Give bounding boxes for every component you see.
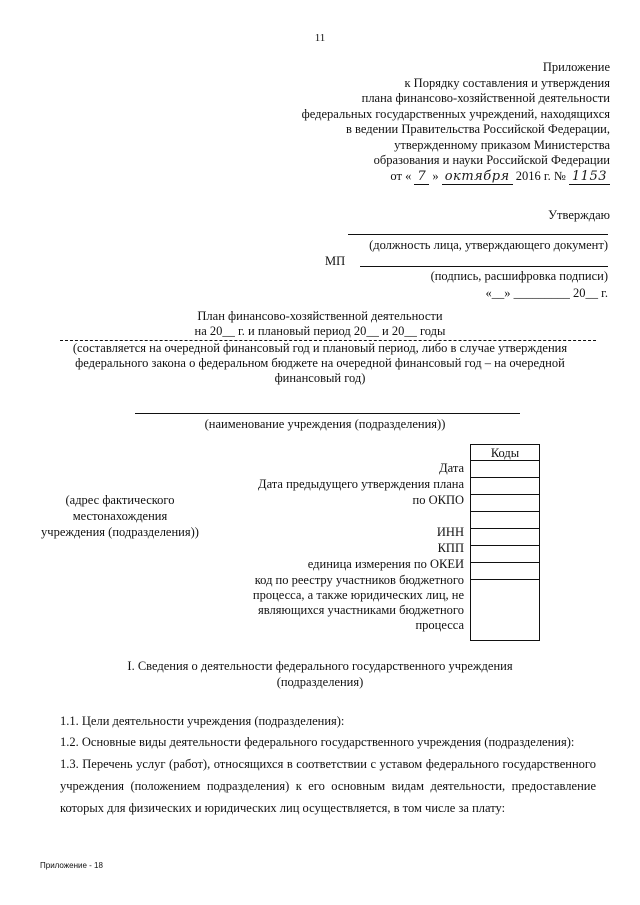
- appendix-date-line: [250, 169, 610, 186]
- date-year: 2016 г. №: [515, 168, 566, 183]
- appendix-header: [250, 60, 610, 185]
- row-label-kpp: КПП: [437, 541, 464, 555]
- code-cell: [471, 478, 540, 495]
- date-mid: »: [432, 168, 439, 183]
- signature-caption: (подпись, расшифровка подписи): [430, 269, 608, 283]
- position-line: [348, 234, 608, 235]
- appendix-line: утвержденному приказом Министерства: [394, 137, 610, 152]
- paragraph-1-2: 1.2. Основные виды деятельности федерального государственного учреждения (подразделения):: [60, 735, 575, 749]
- code-cell: [471, 529, 540, 546]
- row-label-inn: ИНН: [436, 525, 464, 539]
- position-caption: (должность лица, утверждающего документ): [369, 238, 608, 252]
- approval-heading: Утверждаю: [548, 208, 610, 222]
- codes-header: Коды: [471, 445, 540, 461]
- institution-line: [135, 413, 520, 414]
- code-cell: [471, 512, 540, 529]
- appendix-line: федеральных государственных учреждений, находящихся: [301, 106, 610, 121]
- code-cell: [471, 461, 540, 478]
- approval-date-line: «__» _________ 20__ г.: [485, 286, 608, 300]
- paragraph-1-3: 1.3. Перечень услуг (работ), относящихся в соответствии с уставом федерального государственного учреждения (положением подразделения) к его основным видам деятельности, предоставление которых для физических и юридических лиц осуществляется, в том числе за плату:: [60, 757, 596, 815]
- row-label-prev-approval: Дата предыдущего утверждения плана: [258, 477, 464, 491]
- plan-title: [150, 309, 490, 339]
- appendix-line: Приложение: [542, 60, 610, 74]
- plan-note: (составляется на очередной финансовый год и плановый период, либо в случае утверждения федерального закона о федеральном бюджете на очередной финансовый год – на очередной финансовый год): [72, 341, 568, 385]
- signature-line: [360, 266, 608, 267]
- appendix-line: к Порядку составления и утверждения: [404, 75, 610, 90]
- handwritten-day: 7: [414, 169, 429, 186]
- paragraph-1-1: 1.1. Цели деятельности учреждения (подразделения):: [60, 714, 345, 728]
- row-label-okei: единица измерения по ОКЕИ: [307, 557, 464, 571]
- code-cell: [471, 580, 540, 641]
- handwritten-order-number: 1153: [569, 169, 610, 186]
- row-label-okpo: по ОКПО: [412, 493, 464, 507]
- address-caption: (адрес фактического местонахождения учреждения (подразделения)): [41, 493, 199, 539]
- stamp-label: МП: [325, 254, 346, 268]
- appendix-line: в ведении Правительства Российской Федерации,: [345, 122, 610, 136]
- code-cell: [471, 546, 540, 563]
- date-prefix: от «: [390, 168, 412, 183]
- row-label-date: Дата: [439, 461, 464, 475]
- appendix-line: образования и науки Российской Федерации: [373, 153, 610, 167]
- code-cell: [471, 563, 540, 580]
- appendix-line: плана финансово-хозяйственной деятельности: [361, 91, 610, 105]
- plan-title-line2: на 20__ г. и плановый период 20__ и 20__ годы: [194, 324, 446, 338]
- row-label-registry: код по реестру участников бюджетного процесса, а также юридических лиц, не являющихся участниками бюджетного процесса: [252, 573, 464, 632]
- codes-table: [470, 444, 540, 641]
- page-number: 11: [314, 32, 326, 44]
- section-title: I. Сведения о деятельности федерального государственного учреждения (подразделения): [127, 659, 513, 689]
- footer-label: Приложение - 18: [40, 861, 103, 870]
- handwritten-month: октября: [442, 169, 513, 186]
- plan-title-line1: План финансово-хозяйственной деятельности: [197, 309, 443, 323]
- institution-caption: (наименование учреждения (подразделения)): [204, 417, 446, 431]
- code-cell: [471, 495, 540, 512]
